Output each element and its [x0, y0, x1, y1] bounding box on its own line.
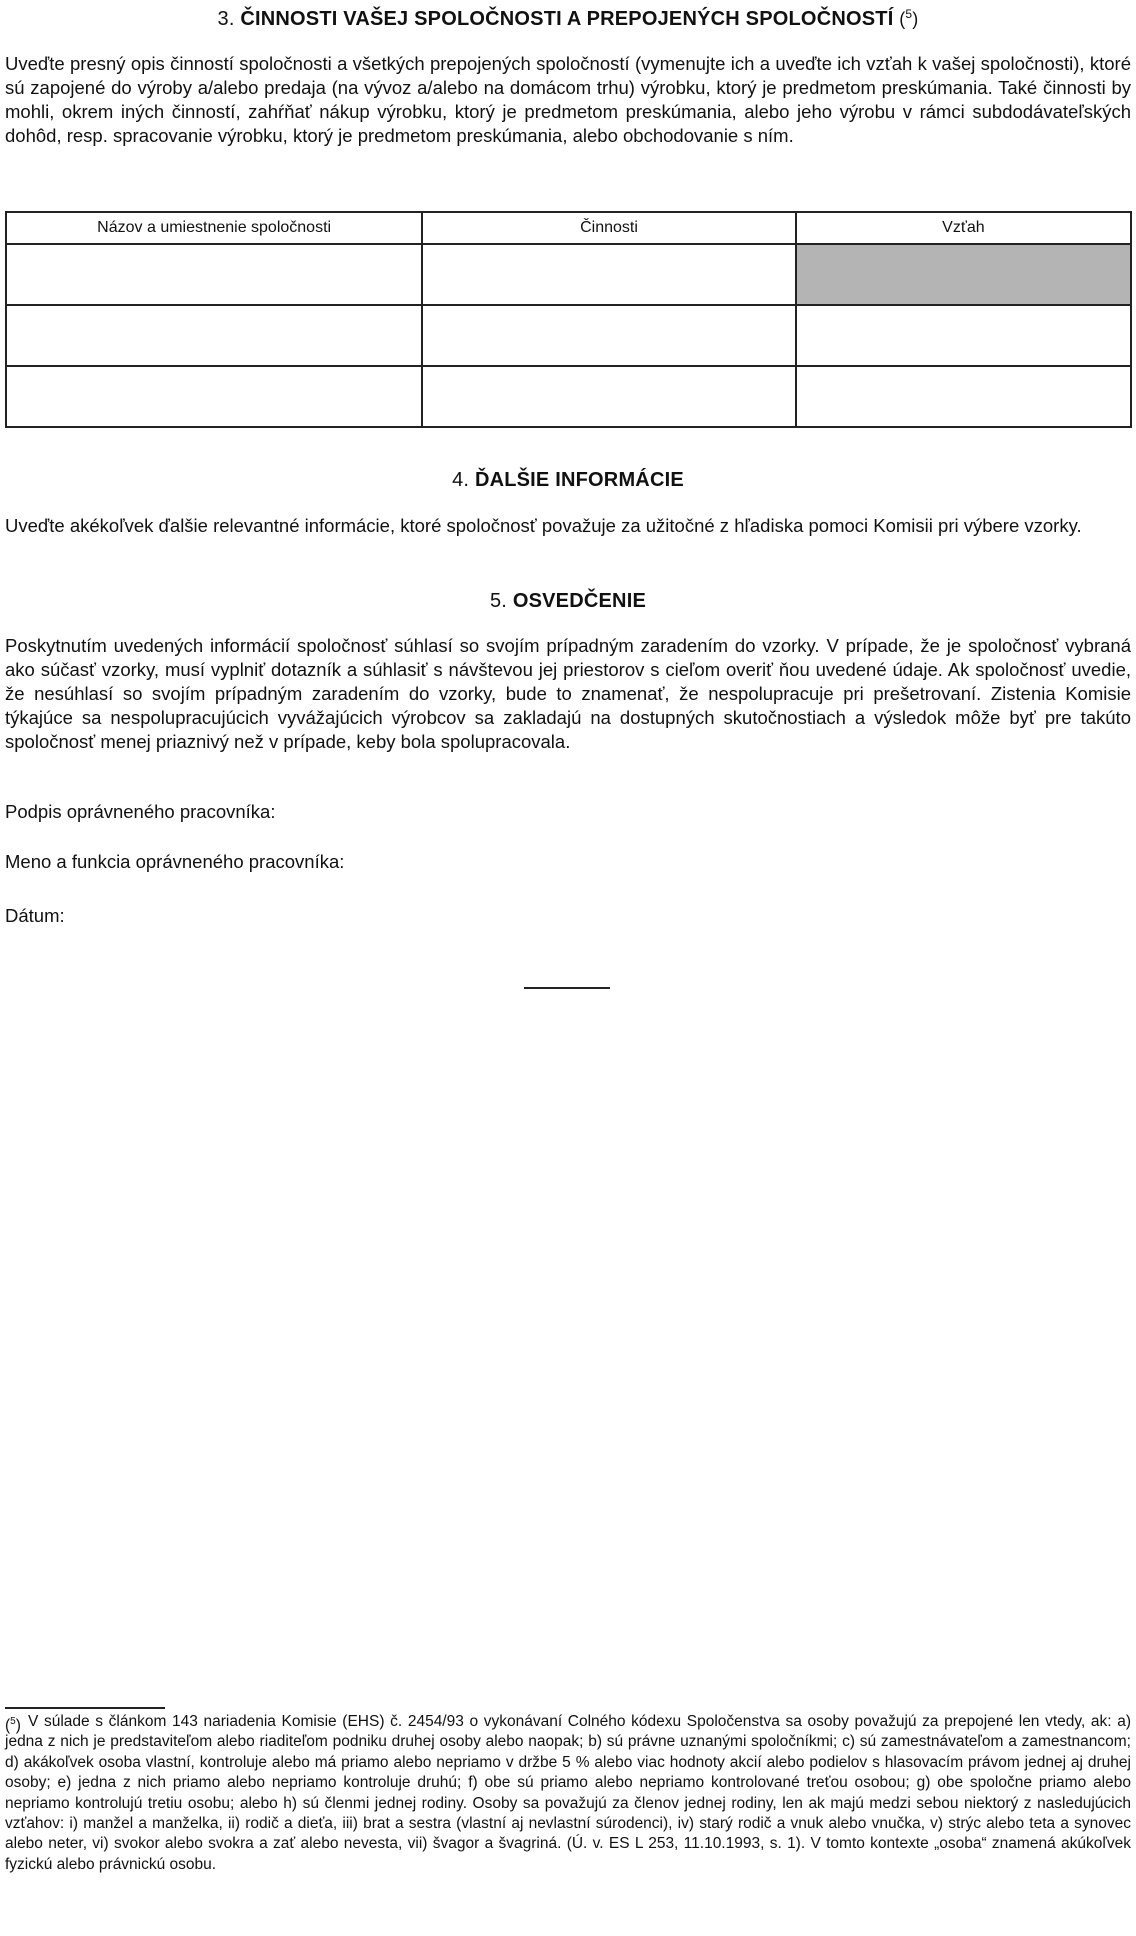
column-header-company: Názov a umiestnenie spoločnosti: [6, 212, 422, 244]
date-label: Dátum:: [5, 905, 65, 926]
table-row: [6, 244, 1131, 305]
activities-cell[interactable]: [422, 244, 796, 305]
section-3-title: ČINNOSTI VAŠEJ SPOLOČNOSTI A PREPOJENÝCH SPOLOČNOSTÍ: [240, 8, 894, 30]
section-5-number: 5.: [489, 590, 508, 612]
column-header-activities: Činnosti: [422, 212, 796, 244]
table-row: [6, 305, 1131, 366]
name-function-label: Meno a funkcia oprávneného pracovníka:: [5, 851, 345, 872]
section-4-title: ĎALŠIE INFORMÁCIE: [474, 469, 684, 491]
relationship-cell[interactable]: [796, 305, 1131, 366]
section-3-heading: [0, 7, 1136, 31]
relationship-cell-shaded: [796, 244, 1131, 305]
signature-label: Podpis oprávneného pracovníka:: [5, 801, 276, 822]
section-4-heading: [0, 469, 1136, 492]
footnote-mark: ($^5$): [5, 1716, 21, 1735]
company-cell[interactable]: [6, 244, 422, 305]
column-header-relationship: Vzťah: [796, 212, 1131, 244]
relationship-cell[interactable]: [796, 366, 1131, 427]
footnote-reference-number: 5: [905, 7, 913, 21]
table-header-row: [6, 212, 1131, 244]
footnote-reference[interactable]: ($^5$): [899, 7, 919, 29]
activities-cell[interactable]: [422, 305, 796, 366]
company-cell[interactable]: [6, 366, 422, 427]
footnote-separator-line: [5, 1707, 165, 1709]
section-5-heading: [0, 590, 1136, 613]
end-separator-line: [524, 987, 610, 989]
footnote-text: V súlade s článkom 143 nariadenia Komisie (EHS) č. 2454/93 o vykonávaní Colného kódexu Spoločenstva sa osoby považujú za prepojené len vtedy, ak: a) jedna z nich je predstaviteľom alebo riaditeľom podniku druhej osoby alebo naopak; b) sú právne uznanými spoločníkmi; c) sú zamestnávateľom a zamestnancom; d) akákoľvek osoba vlastní, kontroluje alebo má priamo alebo nepriamo v držbe 5 % alebo viac hodnoty akcií alebo podielov s hlasovacím právom jednej aj druhej osoby; e) jedna z nich priamo alebo nepriamo kontroluje druhú; f) obe sú priamo alebo nepriamo kontrolované treťou osobou; g) obe spoločne priamo alebo nepriamo kontrolujú tretiu osobu; alebo h) sú členmi jednej rodiny. Osoby sa považujú za členov jednej rodiny, len ak majú medzi sebou niektorý z nasledujúcich vzťahov: i) manžel a manželka, ii) rodič a dieťa, iii) brat a sestra (vlastní aj nevlastní súrodenci), iv) starý rodič a vnuk alebo vnučka, v) strýc alebo teta a synovec alebo neter, vi) svokor alebo svokra a zať alebo nevesta, vii) švagor a švagriná. (Ú. v. ES L 253, 11.10.1993, s. 1). V tomto kontexte „osoba“ znamená akúkoľvek fyzickú alebo právnickú osobu.: [5, 1713, 1131, 1873]
section-4-body: Uveďte akékoľvek ďalšie relevantné informácie, ktoré spoločnosť považuje za užitočné z hľadiska pomoci Komisii pri výbere vzorky.: [5, 515, 1082, 536]
section-5-body: Poskytnutím uvedených informácií spoločnosť súhlasí so svojím prípadným zaradením do vzorky. V prípade, že je spoločnosť vybraná ako súčasť vzorky, musí vyplniť dotazník a súhlasiť s návštevou jej priestorov s cieľom overiť ňou uvedené údaje. Ak spoločnosť uvedie, že nesúhlasí so svojím prípadným zaradením do vzorky, bude to znamenať, že nespolupracuje pri prešetrovaní. Zistenia Komisie týkajúce sa nespolupracujúcich vyvážajúcich výrobcov sa zakladajú na dostupných skutočnostiach a výsledok môže byť pre takúto spoločnosť menej priaznivý než v prípade, keby bola spolupracovala.: [5, 635, 1131, 752]
activities-table: [5, 211, 1132, 428]
section-4-number: 4.: [452, 469, 470, 491]
activities-cell[interactable]: [422, 366, 796, 427]
section-3-body: Uveďte presný opis činností spoločnosti a všetkých prepojených spoločností (vymenujte ich a uveďte ich vzťah k vašej spoločnosti), ktoré sú zapojené do výroby a/alebo predaja (na vývoz a/alebo na domácom trhu) výrobku, ktorý je predmetom preskúmania. Také činnosti by mohli, okrem iných činností, zahŕňať nákup výrobku, ktorý je predmetom preskúmania, alebo jeho výrobu v rámci subdodávateľských dohôd, resp. spracovanie výrobku, ktorý je predmetom preskúmania, alebo obchodovanie s ním.: [5, 53, 1131, 146]
footnote: [5, 1712, 1131, 1875]
company-cell[interactable]: [6, 305, 422, 366]
table-row: [6, 366, 1131, 427]
section-5-title: OSVEDČENIE: [512, 590, 646, 612]
section-3-number: 3.: [217, 8, 235, 30]
